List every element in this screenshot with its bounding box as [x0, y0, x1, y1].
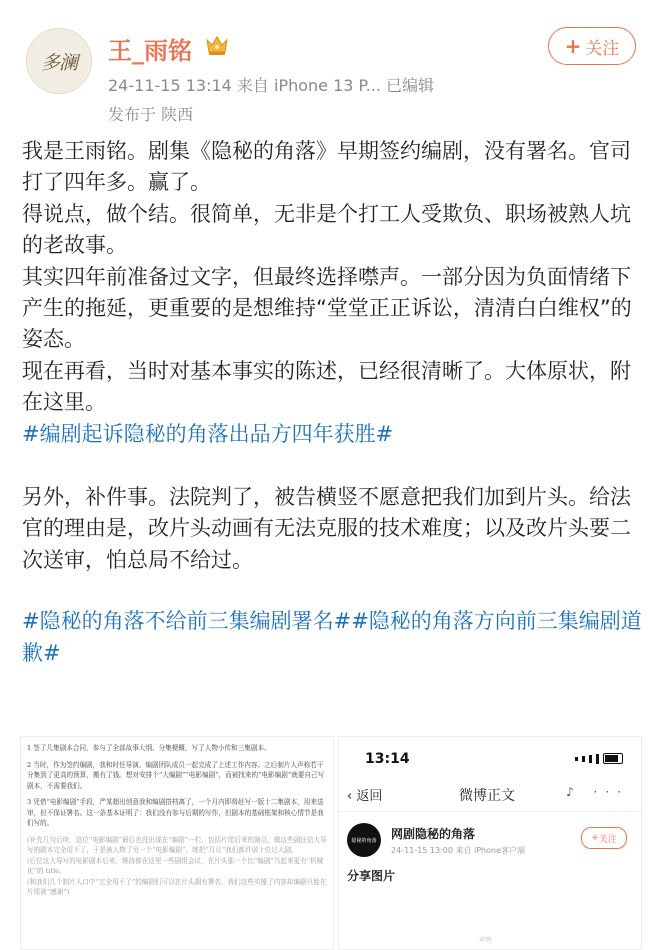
plus-icon: +: [564, 34, 582, 58]
document-line: (后位这大导写的电影剧本后来，维持都在这里一些剧组会议，在片头那一个比“编剧”当起来更有“机械化”的 title。: [27, 856, 324, 875]
phone-status-time: 13:14: [365, 751, 410, 767]
hashtag-link-1[interactable]: #编剧起诉隐秘的角落出品方四年获胜#: [22, 421, 394, 446]
document-line: 3 凭借“电影编剧”手段，严某超出创意我和编剧搭档离了，一个月内即将赶写一版十二集剧本，用来送审，但不保证署名。这一条基本证明了：我们没有参与后期的写作，但剧本的基础框架和核心情节是我们写的。: [27, 798, 324, 827]
signal-icon: [589, 755, 592, 763]
document-line: 1 签了几集剧本合同，参与了全部故事大纲、分集梗概，写了人物小传和三集剧本。: [27, 744, 271, 752]
vip-crown-icon: [205, 34, 229, 56]
post-paragraph-5: 另外，补件事。法院判了，被告横竖不愿意把我们加到片头。给法官的理由是，改片头动画有无法克服的技术难度；以及改片头要二次送审，怕总局不给过。: [22, 485, 631, 572]
paragraph-spacer: [22, 450, 642, 482]
post-paragraph-1: 我是王雨铭。剧集《隐秘的角落》早期签约编剧，没有署名。官司打了四年多。赢了。: [22, 139, 631, 195]
post-paragraph-3: 其实四年前准备过文字，但最终选择噤声。一部分因为负面情绪下产生的拖延，更重要的是想维持“堂堂正正诉讼，清清白白维权”的姿态。: [22, 264, 632, 352]
signal-icon: [575, 757, 578, 761]
account-follow-button: + 关注: [581, 827, 627, 849]
footer-text: 声明: [479, 937, 492, 944]
document-line: 2 当时，作为签约编剧，我和时任导演、编剧团队成员一起完成了上述工作内容。之后制片人声称若干分集到了更高的预算，搬有了钱。想对安排个“大编剧”“电影编剧”，而被找来的“电影编剧”就要自己写剧本，不需要我们。: [27, 760, 325, 790]
avatar-signature: 多澜: [40, 51, 77, 74]
nav-icons: ♪ ···: [566, 785, 629, 799]
post-paragraph-4: 现在再看，当时对基本事实的陈述，已经很清晰了。大体原状，附在这里。: [22, 358, 631, 415]
attached-image-document[interactable]: [20, 736, 334, 950]
nav-title: 微博正文: [459, 788, 515, 804]
post-meta-location: 发布于 陕西: [108, 105, 194, 124]
signal-icon: [582, 756, 585, 762]
attached-image-screenshot[interactable]: [338, 736, 642, 950]
follow-button[interactable]: [548, 27, 636, 65]
signal-icon: [596, 754, 599, 764]
chevron-left-icon: ‹: [347, 789, 353, 804]
share-image-label: 分享图片: [347, 869, 396, 883]
back-button: ‹ 返回: [347, 789, 383, 804]
paragraph-spacer: [22, 576, 642, 606]
account-meta: 24-11-15 13:00 来自 iPhone客户端: [391, 846, 525, 855]
hashtag-link-2[interactable]: #隐秘的角落不给前三集编剧署名##隐秘的角落方向前三集编剧道歉#: [22, 609, 642, 665]
document-line: (和我们几个制片人口中“完全用不了”的编剧们可以在片头拥有署名，我们这些实锤了内容却编剧只能在片尾被“感谢”): [27, 877, 327, 896]
post-paragraph-2: 得说点，做个结。很简单，无非是个打工人受欺负、职场被熟人坑的老故事。: [22, 201, 631, 258]
account-name: 网剧隐秘的角落: [391, 827, 476, 841]
account-avatar: 隐秘的角落: [347, 823, 381, 857]
plus-icon: +: [591, 833, 599, 843]
follow-label: 关注: [585, 38, 620, 59]
avatar[interactable]: [26, 28, 92, 94]
divider: [339, 811, 641, 812]
post-body: [22, 136, 642, 669]
phone-status-icons: [575, 753, 623, 764]
document-text: [27, 743, 327, 898]
document-line: (补充几句后续，这位“电影编剧”最后也没出现在“编剧”一栏，包括片尾后来的演员，做这些剧还信大导写的剧本完全用不了，于是被人物了另一个“电影编剧”，她把“月月”我们都许诺十位过大剧。: [27, 835, 327, 854]
battery-icon: [603, 753, 623, 764]
username[interactable]: 王_雨铭: [108, 37, 192, 65]
post-meta-time-source: 24-11-15 13:14 来自 iPhone 13 P... 已编辑: [108, 76, 435, 95]
